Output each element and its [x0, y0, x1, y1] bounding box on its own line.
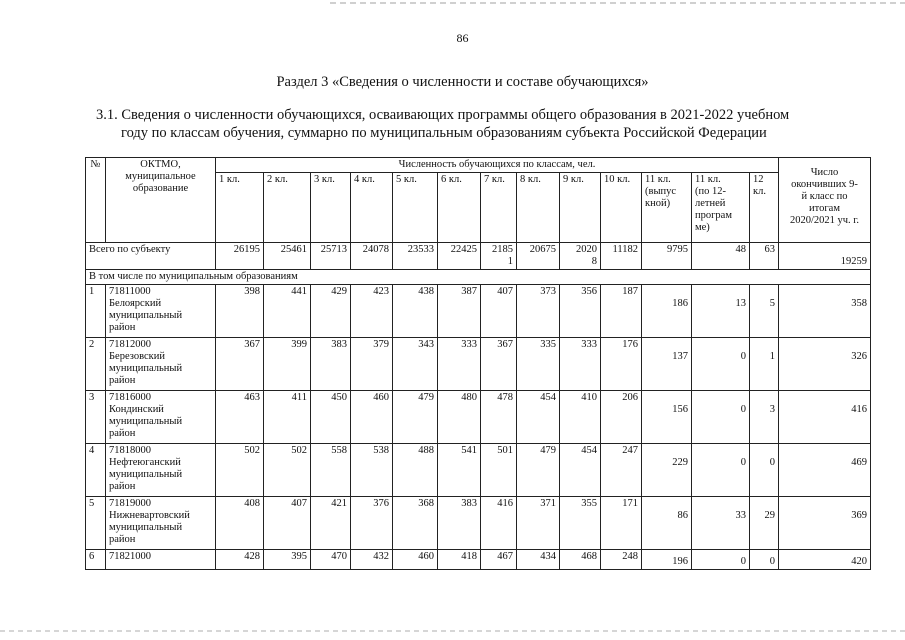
finished-count: 369 — [779, 497, 871, 550]
municipality-name: 71811000 Белоярский муниципальный район — [106, 285, 216, 338]
total-value: 11182 — [601, 243, 642, 270]
col-header-grade: 7 кл. — [481, 173, 517, 243]
grade-count: 176 — [601, 338, 642, 391]
grade-count: 407 — [264, 497, 311, 550]
grade-count: 432 — [351, 550, 393, 570]
grade-count: 335 — [517, 338, 560, 391]
caption-line-2: году по классам обучения, суммарно по муниципальным образованиям субъекта Российской Федерации — [121, 125, 767, 141]
grade-count: 501 — [481, 444, 517, 497]
table-row — [86, 444, 871, 497]
total-value: 20675 — [517, 243, 560, 270]
grade-count: 0 — [750, 444, 779, 497]
grade-count: 356 — [560, 285, 601, 338]
finished-count: 358 — [779, 285, 871, 338]
grade-count: 468 — [560, 550, 601, 570]
total-label: Всего по субъекту — [86, 243, 216, 270]
grade-count: 395 — [264, 550, 311, 570]
total-row — [86, 243, 871, 270]
col-header-num: № — [86, 158, 106, 243]
table-row — [86, 338, 871, 391]
grade-count: 33 — [692, 497, 750, 550]
grade-count: 502 — [216, 444, 264, 497]
row-number: 1 — [86, 285, 106, 338]
subheader-row — [86, 270, 871, 285]
grade-count: 460 — [393, 550, 438, 570]
col-header-grade: 1 кл. — [216, 173, 264, 243]
students-by-grade-table — [85, 157, 871, 570]
grade-count: 460 — [351, 391, 393, 444]
grade-count: 3 — [750, 391, 779, 444]
grade-count: 1 — [750, 338, 779, 391]
total-value: 25461 — [264, 243, 311, 270]
grade-count: 398 — [216, 285, 264, 338]
total-value: 25713 — [311, 243, 351, 270]
subheader-label: В том числе по муниципальным образованиям — [86, 270, 871, 285]
table-row — [86, 550, 871, 570]
grade-count: 0 — [692, 391, 750, 444]
grade-count: 333 — [560, 338, 601, 391]
grade-count: 479 — [393, 391, 438, 444]
grade-count: 478 — [481, 391, 517, 444]
col-header-grade: 11 кл. (выпус кной) — [642, 173, 692, 243]
grade-count: 387 — [438, 285, 481, 338]
grade-count: 187 — [601, 285, 642, 338]
col-header-grade: 12 кл. — [750, 173, 779, 243]
grade-count: 368 — [393, 497, 438, 550]
grade-count: 411 — [264, 391, 311, 444]
col-header-grade: 11 кл. (по 12- летней програм ме) — [692, 173, 750, 243]
grade-count: 137 — [642, 338, 692, 391]
grade-count: 463 — [216, 391, 264, 444]
grade-count: 229 — [642, 444, 692, 497]
caption-line-1: 3.1. Сведения о численности обучающихся, осваивающих программы общего образования в 2021-2022 учебном — [96, 107, 790, 123]
page-number: 86 — [456, 31, 469, 45]
col-header-grade: 8 кл. — [517, 173, 560, 243]
grade-count: 541 — [438, 444, 481, 497]
total-value: 26195 — [216, 243, 264, 270]
finished-count: 326 — [779, 338, 871, 391]
col-header-group: Численность обучающихся по классам, чел. — [216, 158, 779, 173]
grade-count: 248 — [601, 550, 642, 570]
row-number: 6 — [86, 550, 106, 570]
finished-count: 416 — [779, 391, 871, 444]
municipality-name: 71818000 Нефтеюганский муниципальный район — [106, 444, 216, 497]
total-value: 2185 1 — [481, 243, 517, 270]
total-value: 9795 — [642, 243, 692, 270]
grade-count: 333 — [438, 338, 481, 391]
col-header-grade: 9 кл. — [560, 173, 601, 243]
grade-count: 416 — [481, 497, 517, 550]
finished-count: 469 — [779, 444, 871, 497]
grade-count: 379 — [351, 338, 393, 391]
grade-count: 0 — [692, 550, 750, 570]
grade-count: 29 — [750, 497, 779, 550]
grade-count: 428 — [216, 550, 264, 570]
grade-count: 367 — [481, 338, 517, 391]
grade-count: 408 — [216, 497, 264, 550]
total-value: 63 — [750, 243, 779, 270]
col-header-grade: 4 кл. — [351, 173, 393, 243]
total-finished: 19259 — [779, 243, 871, 270]
grade-count: 450 — [311, 391, 351, 444]
grade-count: 371 — [517, 497, 560, 550]
grade-count: 470 — [311, 550, 351, 570]
grade-count: 171 — [601, 497, 642, 550]
grade-count: 538 — [351, 444, 393, 497]
total-value: 24078 — [351, 243, 393, 270]
header-row-1 — [86, 158, 871, 173]
grade-count: 383 — [311, 338, 351, 391]
scan-artifact-bottom — [0, 630, 905, 632]
grade-count: 343 — [393, 338, 438, 391]
grade-count: 418 — [438, 550, 481, 570]
table-row — [86, 285, 871, 338]
grade-count: 5 — [750, 285, 779, 338]
grade-count: 196 — [642, 550, 692, 570]
grade-count: 373 — [517, 285, 560, 338]
grade-count: 355 — [560, 497, 601, 550]
grade-count: 0 — [750, 550, 779, 570]
grade-count: 421 — [311, 497, 351, 550]
col-header-oktmo: ОКТМО, муниципальное образование — [106, 158, 216, 243]
grade-count: 399 — [264, 338, 311, 391]
total-value: 48 — [692, 243, 750, 270]
grade-count: 247 — [601, 444, 642, 497]
grade-count: 0 — [692, 338, 750, 391]
col-header-grade: 2 кл. — [264, 173, 311, 243]
grade-count: 441 — [264, 285, 311, 338]
grade-count: 186 — [642, 285, 692, 338]
total-value: 22425 — [438, 243, 481, 270]
grade-count: 454 — [517, 391, 560, 444]
grade-count: 438 — [393, 285, 438, 338]
col-header-grade: 5 кл. — [393, 173, 438, 243]
row-number: 2 — [86, 338, 106, 391]
grade-count: 407 — [481, 285, 517, 338]
grade-count: 480 — [438, 391, 481, 444]
grade-count: 488 — [393, 444, 438, 497]
grade-count: 383 — [438, 497, 481, 550]
grade-count: 558 — [311, 444, 351, 497]
grade-count: 410 — [560, 391, 601, 444]
grade-count: 423 — [351, 285, 393, 338]
grade-count: 454 — [560, 444, 601, 497]
col-header-grade: 3 кл. — [311, 173, 351, 243]
finished-count: 420 — [779, 550, 871, 570]
grade-count: 434 — [517, 550, 560, 570]
grade-count: 156 — [642, 391, 692, 444]
grade-count: 376 — [351, 497, 393, 550]
total-value: 2020 8 — [560, 243, 601, 270]
scan-artifact-top — [330, 2, 905, 4]
table-row — [86, 497, 871, 550]
grade-count: 479 — [517, 444, 560, 497]
row-number: 3 — [86, 391, 106, 444]
table-row — [86, 391, 871, 444]
row-number: 5 — [86, 497, 106, 550]
section-title: Раздел 3 «Сведения о численности и составе обучающихся» — [276, 74, 649, 90]
row-number: 4 — [86, 444, 106, 497]
municipality-name: 71819000 Нижневартовский муниципальный район — [106, 497, 216, 550]
grade-count: 367 — [216, 338, 264, 391]
grade-count: 429 — [311, 285, 351, 338]
grade-count: 467 — [481, 550, 517, 570]
col-header-finished: Число окончивших 9- й класс по итогам 2020/2021 уч. г. — [779, 158, 871, 243]
grade-count: 0 — [692, 444, 750, 497]
municipality-name: 71821000 — [106, 550, 216, 570]
municipality-name: 71816000 Кондинский муниципальный район — [106, 391, 216, 444]
total-value: 23533 — [393, 243, 438, 270]
grade-count: 502 — [264, 444, 311, 497]
grade-count: 13 — [692, 285, 750, 338]
col-header-grade: 10 кл. — [601, 173, 642, 243]
grade-count: 206 — [601, 391, 642, 444]
grade-count: 86 — [642, 497, 692, 550]
col-header-grade: 6 кл. — [438, 173, 481, 243]
table-caption — [96, 106, 836, 142]
municipality-name: 71812000 Березовский муниципальный район — [106, 338, 216, 391]
